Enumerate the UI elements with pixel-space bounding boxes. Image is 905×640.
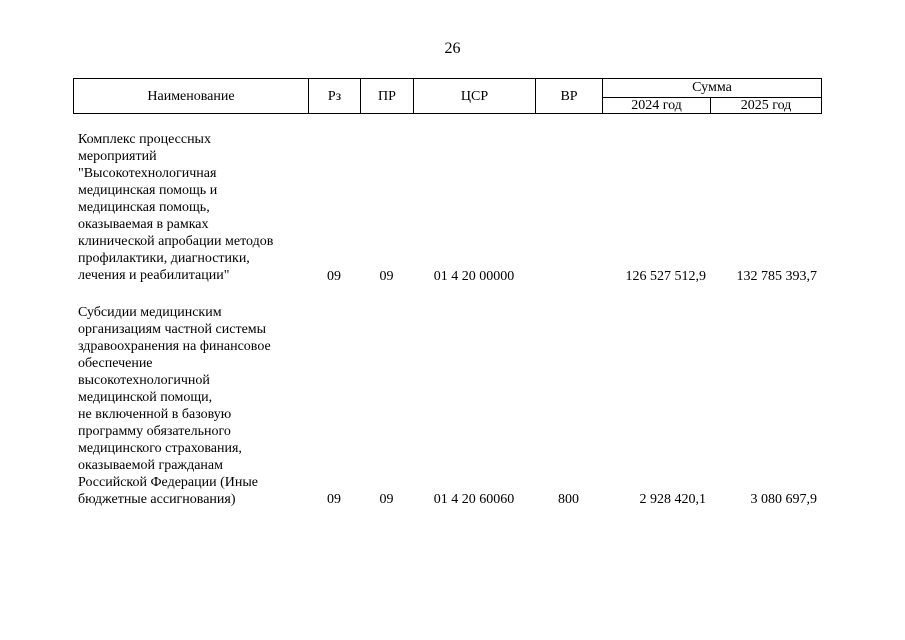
header-year-2024: 2024 год [603,97,711,113]
row-sum-2024: 2 928 420,1 [639,492,706,507]
row-sum-2024: 126 527 512,9 [625,269,706,284]
header-vr: ВР [536,79,603,114]
row-name: Комплекс процессных мероприятий "Высокотехнологичная медицинская помощь и медицинская помощь, оказываемая в рамках клинической апробации методов профилактики, диагностики, лечения и реабилитации" [78,132,274,283]
row-rz: 09 [327,492,341,507]
header-name: Наименование [74,79,309,114]
header-sum: Сумма [603,79,822,98]
row-pr: 09 [379,269,394,284]
row-pr: 09 [379,492,394,507]
header-csr: ЦСР [414,79,536,114]
row-sum-2025: 3 080 697,9 [750,492,817,507]
row-rz: 09 [327,269,341,284]
table-header [73,78,822,114]
row-csr: 01 4 20 00000 [433,269,515,284]
row-name: Субсидии медицинским организациям частной системы здравоохранения на финансовое обеспечение высокотехнологичной медицинской помощи, не включенной в базовую программу обязательного медицинского страхования, оказываемой гражданам Российской Федерации (Иные бюджетные ассигнования) [78,305,271,507]
row-csr: 01 4 20 60060 [433,492,515,507]
row-vr: 800 [558,492,579,507]
header-rz: Рз [309,79,361,114]
header-pr: ПР [361,79,414,114]
row-sum-2025: 132 785 393,7 [736,269,817,284]
header-year-2025: 2025 год [711,97,822,113]
table-row [0,304,905,514]
table-row [0,131,905,291]
page-number: 26 [444,40,461,57]
